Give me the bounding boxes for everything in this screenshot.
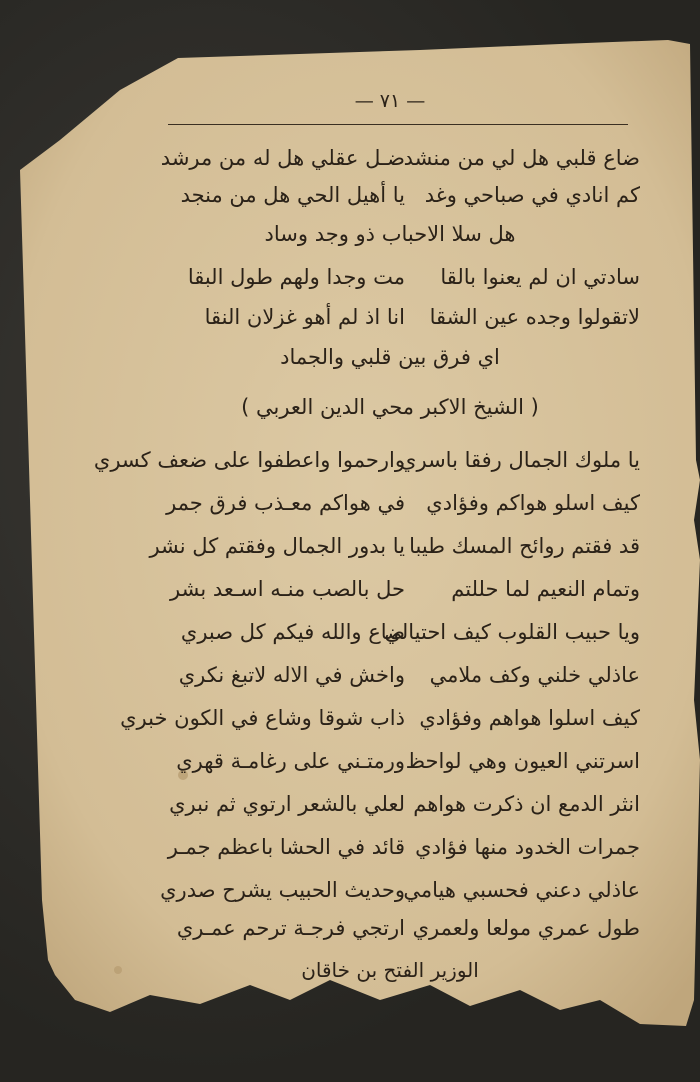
verse-right: عاذلي خلني وكف ملامي [429, 663, 640, 687]
verse-right: يا ملوك الجمال رفقا باسري [400, 448, 640, 472]
verse-left: ذاب شوقا وشاع في الكون خبري [120, 706, 405, 730]
verse-right: لاتقولوا وجده عين الشقا [429, 305, 640, 329]
verse-right: اسرتني العيون وهي لواحظ [405, 749, 640, 773]
verse-left: ضـل عقلي هل له من مرشد [160, 146, 405, 170]
verse-right: عاذلي دعني فحسبي هيامي [403, 878, 640, 902]
refrain-line: اي فرق بين قلبي والجماد [280, 345, 500, 369]
verse-right: انثر الدمع ان ذكرت هواهم [413, 792, 640, 816]
verse-left: انا اذ لم أهو غزلان النقا [204, 305, 405, 329]
verse-right: وتمام النعيم لما حللتم [451, 577, 640, 601]
verse-left: واخش في الاله لاتبغ نكري [178, 663, 405, 687]
page-number: — ٧١ — [354, 90, 426, 112]
verse-left: يا أهيل الحي هل من منجد [180, 183, 405, 207]
verse-left: حل بالصب منـه اسـعد بشر [170, 577, 405, 601]
next-poem-author: الوزير الفتح بن خاقان [301, 958, 479, 982]
verse-right: قد فقتم روائح المسك طيبا [409, 534, 640, 558]
verse-right: كم انادي في صباحي وغد [424, 183, 640, 207]
verse-left: ضاع والله فيكم كل صبري [180, 620, 405, 644]
verse-left: ارتجي فرجـة ترحم عمـري [176, 916, 405, 940]
verse-right: سادتي ان لم يعنوا بالقا [440, 265, 640, 289]
verse-right: ويا حبيب القلوب كيف احتيالي [384, 620, 640, 644]
verse-left: قائد في الحشا باعظم جمـر [167, 835, 405, 859]
verse-right: كيف اسلو هواكم وفؤادي [426, 491, 640, 515]
verse-left: مت وجدا ولهم طول البقا [187, 265, 405, 289]
refrain-line: هل سلا الاحباب ذو وجد وساد [264, 222, 516, 246]
header-rule [168, 124, 628, 125]
verse-right: ضاع قلبي هل لي من منشد [403, 146, 640, 170]
verse-left: في هواكم معـذب فرق جمر [166, 491, 405, 515]
verse-right: كيف اسلوا هواهم وفؤادي [419, 706, 640, 730]
verse-left: يا بدور الجمال وفقتم كل نشر [149, 534, 405, 558]
verse-right: طول عمري مولعا ولعمري [412, 916, 640, 940]
verse-left: وحديث الحبيب يشرح صدري [160, 878, 405, 902]
verse-right: جمرات الخدود منها فؤادي [415, 835, 640, 859]
verse-left: لعلي بالشعر ارتوي ثم نبري [169, 792, 405, 816]
poem-attribution: ( الشيخ الاكبر محي الدين العربي ) [241, 395, 539, 419]
verse-left: وارحموا واعطفوا على ضعف كسري [93, 448, 405, 472]
verse-left: ورمتـني على رغامـة قهري [176, 749, 405, 773]
